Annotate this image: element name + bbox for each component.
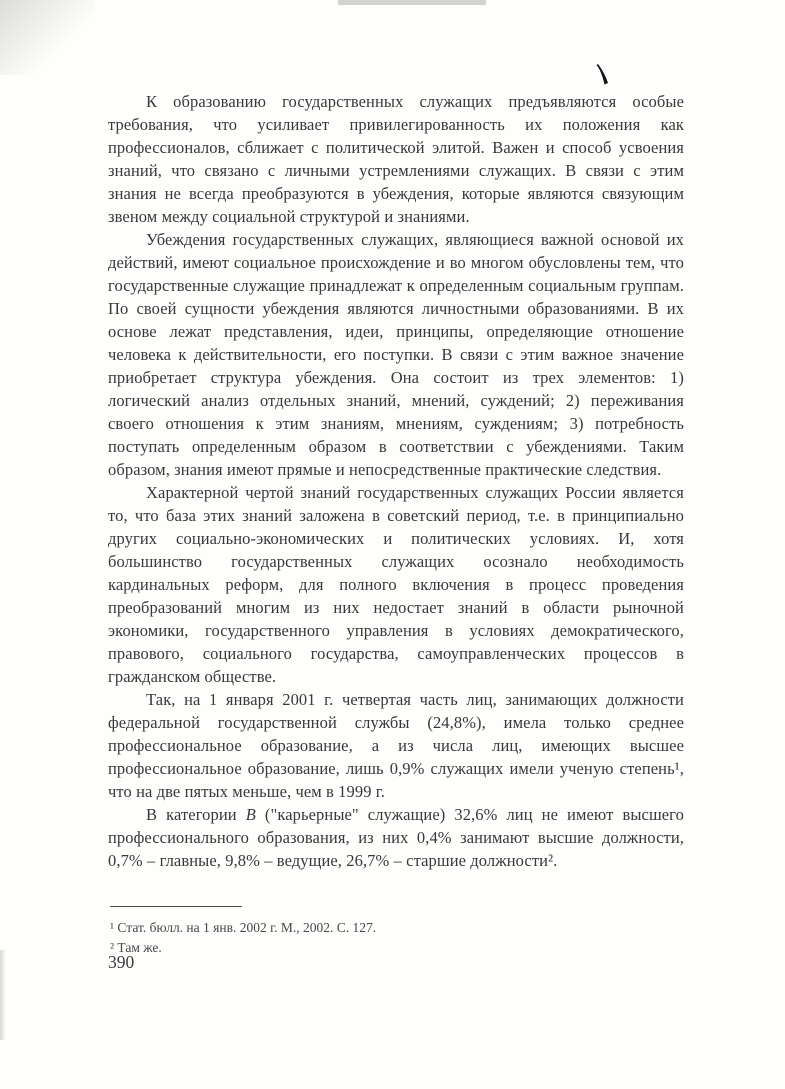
page-number: 390 — [108, 952, 135, 972]
footnote-divider — [110, 906, 242, 907]
paragraph-3: Характерной чертой знаний государственных служащих России является то, что база этих знаний заложена в советский период, т.е. в принципиально других социально-экономических и политических условиях. И, хотя большинство государственных служащих осознало необходимость кардинальных реформ, для полного включения в процесс проведения преобразований многим из них недостает знаний в области рыночной экономики, государственного управления в условиях демократического, правового, социального государства, самоуправленческих процессов в гражданском обществе. — [108, 483, 684, 686]
paragraph-5-rest: ("карьерные" служащие) 32,6% лиц не имеют высшего профессионального образования, из них 0,4% занимают высшие должности, 0,7% – главные, 9,8% – ведущие, 26,7% – старшие должности². — [108, 805, 684, 870]
ink-mark — [596, 63, 610, 86]
category-letter: В — [245, 805, 256, 824]
paragraph-1: К образованию государственных служащих предъявляются особые требования, что усиливает привилегированность их положения как профессионалов, сближает с политической элитой. Важен и способ усвоения знаний, что связано с личными устремлениями служащих. В связи с этим знания не всегда преобразуются в убеждения, которые являются связующим звеном между социальной структурой и знаниями. — [108, 92, 684, 226]
body-text — [108, 90, 684, 872]
paragraph-5 — [108, 803, 684, 872]
paragraph-5-lead: В категории — [146, 805, 246, 824]
footnote-2: ² Там же. — [110, 940, 162, 955]
scan-shade-top — [338, 0, 486, 5]
scan-shade-left-edge — [0, 950, 6, 1040]
scan-shade-top-left — [0, 0, 95, 75]
paragraph-2: Убеждения государственных служащих, являющиеся важной основой их действий, имеют социальное происхождение и во многом обусловлены тем, что государственные служащие принадлежат к определенным социальным группам. По своей сущности убеждения являются личностными образованиями. В их основе лежат представления, идеи, принципы, определяющие отношение человека к действительности, его поступки. В связи с этим важное значение приобретает структура убеждения. Она состоит из трех элементов: 1) логический анализ отдельных знаний, мнений, суждений; 2) переживания своего отношения к этим знаниям, мнениям, суждениям; 3) потребность поступать определенным образом в соответствии с убеждениями. Таким образом, знания имеют прямые и непосредственные практические следствия. — [108, 230, 684, 479]
paragraph-4: Так, на 1 января 2001 г. четвертая часть лиц, занимающих должности федеральной государственной службы (24,8%), имела только среднее профессиональное образование, а из числа лиц, имеющих высшее профессиональное образование, лишь 0,9% служащих имели ученую степень¹, что на две пятых меньше, чем в 1999 г. — [108, 690, 684, 801]
footnote-1: ¹ Стат. бюлл. на 1 янв. 2002 г. М., 2002. С. 127. — [110, 920, 377, 935]
footnotes-block — [110, 918, 670, 958]
